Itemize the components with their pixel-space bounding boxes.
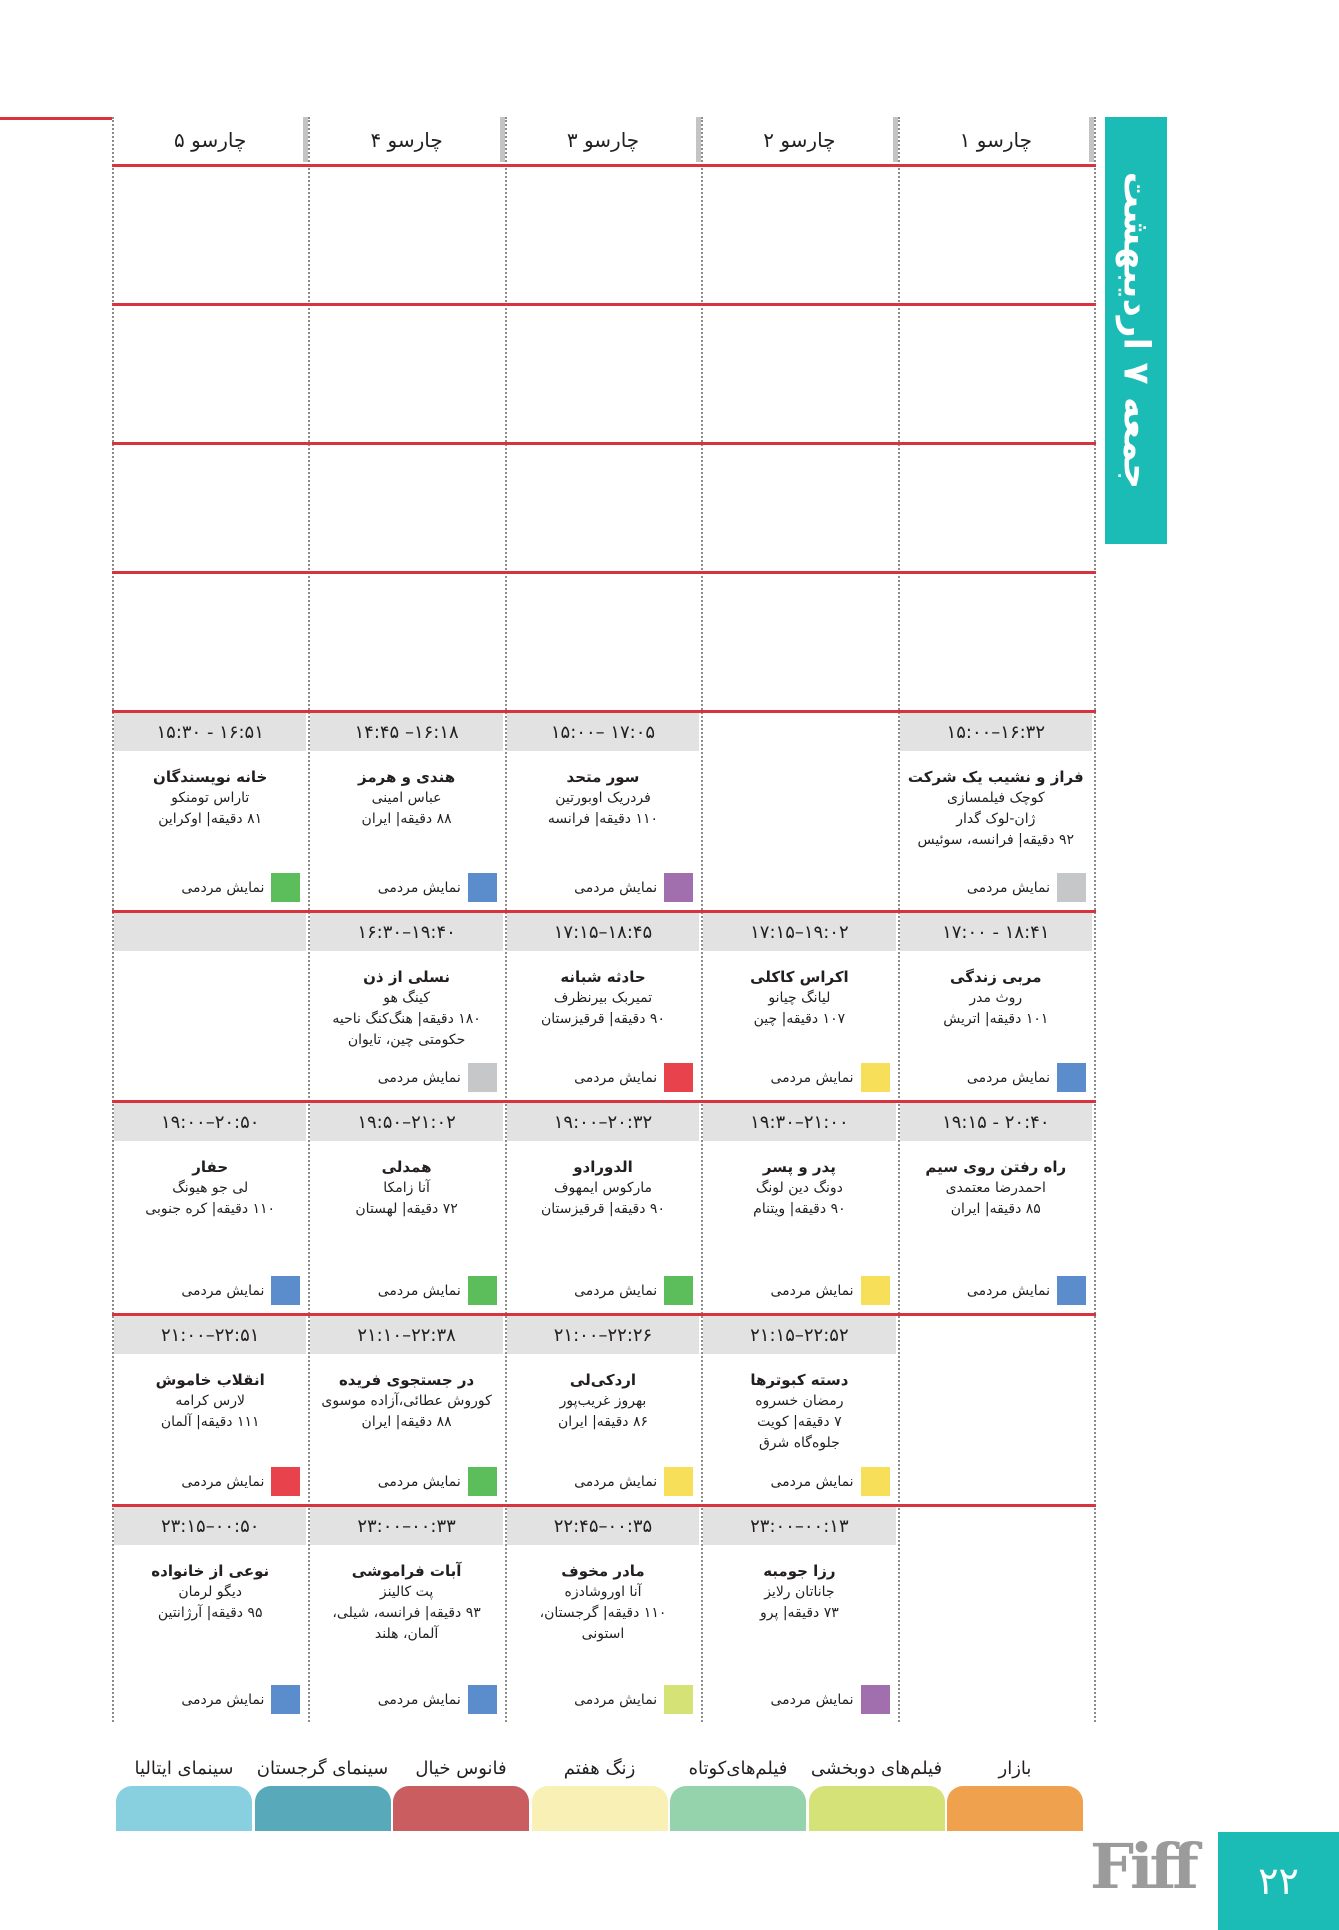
screening-info: [505, 967, 701, 1030]
film-detail: روث مدر: [969, 990, 1023, 1006]
film-title: راه رفتن روی سیم: [925, 1158, 1067, 1176]
film-detail: فردریک اوبورتین: [555, 790, 651, 806]
public-screening-tag: [967, 873, 1086, 902]
screening-cell: [112, 713, 308, 910]
public-screening-tag: [181, 873, 300, 902]
public-screening-tag: [378, 873, 497, 902]
screening-cell: [898, 913, 1094, 1100]
section-color-square: [861, 1063, 890, 1092]
film-title: مربی زندگی: [950, 968, 1042, 986]
screening-info: [308, 1370, 504, 1433]
screening-cell: [505, 1507, 701, 1722]
section-color-square: [1057, 1276, 1086, 1305]
screening-time: ۱۵:۰۰–۱۶:۳۲: [900, 713, 1092, 751]
film-detail: کوچک فیلمسازی: [946, 790, 1045, 806]
page-number: ۲۲: [1258, 1859, 1299, 1903]
screening-cell: [308, 1316, 504, 1504]
public-screening-tag: [378, 1063, 497, 1092]
film-detail: ۱۰۱ دقیقه| اتریش: [943, 1011, 1049, 1027]
section-color-square: [861, 1467, 890, 1496]
public-screening-tag: [574, 1276, 693, 1305]
screening-time: ۲۲:۴۵–۰۰:۳۵: [507, 1507, 699, 1545]
screening-cell: [505, 1316, 701, 1504]
screen-header: چارسو ۵: [174, 127, 247, 152]
legend-label: سینمای گرجستان: [256, 1758, 389, 1779]
screening-cell: [112, 1316, 308, 1504]
screening-time: ۲۱:۰۰–۲۲:۵۱: [114, 1316, 306, 1354]
public-screening-label: نمایش مردمی: [966, 1069, 1050, 1086]
film-detail: جاناتان رلایز: [764, 1584, 835, 1600]
public-screening-label: نمایش مردمی: [181, 1691, 265, 1708]
film-detail: ۱۱۰ دقیقه| فرانسه: [547, 811, 659, 827]
public-screening-label: نمایش مردمی: [377, 1282, 461, 1299]
film-detail: ۷ دقیقه| کویت: [757, 1414, 842, 1430]
film-detail: ۹۲ دقیقه| فرانسه، سوئیس: [917, 832, 1075, 848]
screening-cell: [308, 1507, 504, 1722]
public-screening-tag: [181, 1276, 300, 1305]
screening-time: ۱۷:۱۵–۱۹:۰۲: [703, 913, 895, 951]
film-title: اردکی‌لی: [569, 1371, 637, 1389]
screening-cell: [701, 1316, 897, 1504]
public-screening-label: نمایش مردمی: [377, 879, 461, 896]
screening-info: [898, 967, 1094, 1030]
screening-info: [308, 767, 504, 830]
screening-cell: [112, 1507, 308, 1722]
film-detail: ۱۱۰ دقیقه| گرجستان،: [539, 1605, 667, 1621]
legend-label: فانوس خیال: [415, 1758, 507, 1779]
screening-time: ۱۷:۱۵–۱۸:۴۵: [507, 913, 699, 951]
screening-info: [701, 967, 897, 1030]
public-screening-tag: [771, 1063, 890, 1092]
film-title: هندی و هرمز: [358, 768, 456, 786]
film-title: اکراس کاکلی: [750, 968, 849, 986]
section-color-square: [271, 1276, 300, 1305]
public-screening-label: نمایش مردمی: [574, 879, 658, 896]
screening-info: [308, 967, 504, 1051]
film-detail: ۱۸۰ دقیقه| هنگ‌کنگ ناحیه: [332, 1011, 481, 1027]
film-detail: کوروش عطائی،آزاده موسوی: [321, 1393, 492, 1409]
film-detail: ۹۵ دقیقه| آرژانتین: [157, 1605, 263, 1621]
screening-time: ۱۹:۰۰–۲۰:۳۲: [507, 1103, 699, 1141]
screen-header: چارسو ۲: [763, 127, 836, 152]
screening-time: ۲۳:۰۰–۰۰:۱۳: [703, 1507, 895, 1545]
legend-label: زنگ هفتم: [563, 1758, 636, 1779]
film-detail: دونگ دین لونگ: [755, 1180, 843, 1196]
screening-cell: [898, 1103, 1094, 1313]
legend-swatch: [532, 1786, 668, 1831]
film-title: خانه نویسندگان: [153, 768, 268, 786]
screening-info: [898, 1157, 1094, 1220]
section-color-square: [664, 873, 693, 902]
film-detail: آنا اوروشادزه: [564, 1584, 642, 1600]
legend-swatch: [116, 1786, 252, 1831]
film-detail: مارکوس ایمهوف: [553, 1180, 653, 1196]
public-screening-label: نمایش مردمی: [574, 1473, 658, 1490]
legend-label: فیلم‌های دوبخشی: [810, 1758, 943, 1779]
screening-info: [112, 1561, 308, 1624]
film-title: مادر مخوف: [561, 1562, 645, 1580]
column-divider: [1094, 117, 1096, 1722]
section-color-square: [861, 1685, 890, 1714]
screen-header: چارسو ۳: [566, 127, 640, 152]
screening-info: [112, 1370, 308, 1433]
screening-time: ۱۹:۵۰–۲۱:۰۲: [310, 1103, 502, 1141]
legend-label: سینمای ایتالیا: [134, 1758, 234, 1779]
film-detail: کینگ هو: [383, 990, 430, 1006]
film-detail: استونی: [581, 1626, 625, 1642]
row-rule: [112, 442, 1096, 445]
public-screening-tag: [181, 1685, 300, 1714]
screening-time: ۱۹:۱۵ - ۲۰:۴۰: [900, 1103, 1092, 1141]
screening-time: ۲۳:۰۰–۰۰:۳۳: [310, 1507, 502, 1545]
public-screening-tag: [771, 1276, 890, 1305]
section-color-square: [664, 1685, 693, 1714]
row-rule: [112, 303, 1096, 306]
film-title: دسته کبوترها: [750, 1371, 849, 1389]
screening-time: ۲۱:۰۰–۲۲:۲۶: [507, 1316, 699, 1354]
public-screening-label: نمایش مردمی: [181, 1473, 265, 1490]
screening-info: [308, 1157, 504, 1220]
film-detail: ۱۱۰ دقیقه| کره جنوبی: [145, 1201, 276, 1217]
screening-time: ۲۱:۱۰–۲۲:۳۸: [310, 1316, 502, 1354]
screening-info: [505, 1370, 701, 1433]
screening-time: ۱۶:۳۰–۱۹:۴۰: [310, 913, 502, 951]
film-detail: ۸۱ دقیقه| اوکراین: [158, 811, 263, 827]
screening-time: ۱۹:۰۰–۲۰:۵۰: [114, 1103, 306, 1141]
screening-cell: [701, 913, 897, 1100]
public-screening-tag: [967, 1276, 1086, 1305]
public-screening-label: نمایش مردمی: [770, 1473, 854, 1490]
film-detail: لی جو هیونگ: [172, 1180, 249, 1196]
public-screening-tag: [967, 1063, 1086, 1092]
film-title: نوعی از خانواده: [151, 1562, 270, 1580]
section-color-square: [861, 1276, 890, 1305]
public-screening-label: نمایش مردمی: [574, 1282, 658, 1299]
public-screening-label: نمایش مردمی: [574, 1691, 658, 1708]
screening-info: [701, 1370, 897, 1454]
day-tab: [1105, 117, 1167, 544]
public-screening-tag: [574, 1685, 693, 1714]
page-number-box: [1218, 1832, 1339, 1930]
section-color-square: [468, 873, 497, 902]
screening-info: [898, 767, 1094, 851]
schedule-grid: [112, 117, 1094, 1722]
screening-time: ۱۴:۴۵ –۱۶:۱۸: [310, 713, 502, 751]
film-title: حفار: [192, 1158, 229, 1176]
film-title: آبات فراموشی: [351, 1562, 462, 1580]
screening-time: ۱۷:۰۰ - ۱۸:۴۱: [900, 913, 1092, 951]
film-title: در جستجوی فریده: [338, 1371, 475, 1389]
film-detail: ۹۰ دقیقه| قرقیزستان: [541, 1011, 665, 1027]
film-title: سور متحد: [566, 768, 640, 786]
section-color-square: [664, 1063, 693, 1092]
screening-info: [701, 1157, 897, 1220]
screen-header: چارسو ۱: [959, 127, 1032, 152]
film-detail: ۹۳ دقیقه| فرانسه، شیلی،: [332, 1605, 481, 1621]
public-screening-label: نمایش مردمی: [377, 1069, 461, 1086]
screening-info: [112, 1157, 308, 1220]
film-title: حادثه شبانه: [560, 968, 646, 986]
day-title: جمعه ۷ اردیبهشت: [1115, 171, 1157, 490]
section-color-square: [664, 1276, 693, 1305]
legend-swatch: [809, 1786, 945, 1831]
film-detail: تاراس تومنکو: [171, 790, 250, 806]
public-screening-tag: [771, 1467, 890, 1496]
film-detail: لیانگ چیانو: [768, 990, 831, 1006]
screening-cell: [308, 913, 504, 1100]
public-screening-label: نمایش مردمی: [770, 1282, 854, 1299]
section-color-square: [468, 1467, 497, 1496]
section-color-square: [1057, 1063, 1086, 1092]
legend-swatch: [255, 1786, 391, 1831]
screening-cell: [112, 1103, 308, 1313]
public-screening-label: نمایش مردمی: [574, 1069, 658, 1086]
public-screening-label: نمایش مردمی: [377, 1473, 461, 1490]
film-detail: لارس کرامه: [175, 1393, 245, 1409]
film-detail: ۱۰۷ دقیقه| چین: [753, 1011, 846, 1027]
legend-swatch: [670, 1786, 806, 1831]
empty-time-bar: [114, 913, 306, 951]
public-screening-tag: [378, 1467, 497, 1496]
section-color-square: [271, 873, 300, 902]
film-detail: تمیربک بیرنظرف: [553, 990, 653, 1006]
film-detail: احمدرضا معتمدی: [945, 1180, 1046, 1196]
screening-time: ۱۵:۳۰ - ۱۶:۵۱: [114, 713, 306, 751]
section-color-square: [468, 1276, 497, 1305]
screening-cell: [505, 913, 701, 1100]
screening-info: [701, 1561, 897, 1624]
public-screening-tag: [771, 1685, 890, 1714]
film-title: الدورادو: [573, 1158, 633, 1176]
legend-label: بازار: [998, 1758, 1032, 1779]
screen-header: چارسو ۴: [370, 127, 443, 152]
film-title: انقلاب خاموش: [155, 1371, 265, 1389]
empty-time-band: [112, 913, 308, 951]
public-screening-label: نمایش مردمی: [966, 1282, 1050, 1299]
film-detail: آلمان، هلند: [374, 1626, 439, 1642]
public-screening-label: نمایش مردمی: [377, 1691, 461, 1708]
legend-swatch: [947, 1786, 1083, 1831]
top-rule: [0, 117, 112, 120]
film-detail: ۹۰ دقیقه| ویتنام: [753, 1201, 846, 1217]
public-screening-label: نمایش مردمی: [181, 879, 265, 896]
section-color-square: [271, 1467, 300, 1496]
section-color-square: [468, 1685, 497, 1714]
screening-time: ۱۹:۳۰–۲۱:۰۰: [703, 1103, 895, 1141]
public-screening-label: نمایش مردمی: [181, 1282, 265, 1299]
public-screening-label: نمایش مردمی: [966, 879, 1050, 896]
film-detail: دیگو لرمان: [178, 1584, 242, 1600]
public-screening-tag: [574, 873, 693, 902]
legend-label: فیلم‌های‌کوتاه: [688, 1758, 788, 1779]
film-detail: حکومتی چین، تایوان: [347, 1032, 466, 1048]
film-detail: ۸۵ دقیقه| ایران: [950, 1201, 1041, 1217]
screening-info: [308, 1561, 504, 1645]
section-color-square: [271, 1685, 300, 1714]
film-title: فراز و نشیب یک شرکت: [907, 768, 1084, 786]
public-screening-tag: [574, 1063, 693, 1092]
public-screening-tag: [378, 1685, 497, 1714]
film-detail: ۹۰ دقیقه| قرقیزستان: [541, 1201, 665, 1217]
film-detail: رمضان خسروه: [755, 1393, 844, 1409]
screening-cell: [701, 1103, 897, 1313]
public-screening-label: نمایش مردمی: [770, 1691, 854, 1708]
screening-cell: [308, 1103, 504, 1313]
section-color-square: [468, 1063, 497, 1092]
public-screening-tag: [574, 1467, 693, 1496]
film-detail: ۱۱۱ دقیقه| آلمان: [160, 1414, 260, 1430]
film-detail: آنا زامکا: [383, 1180, 430, 1196]
film-detail: ۸۸ دقیقه| ایران: [361, 1414, 452, 1430]
film-detail: عباس امینی: [371, 790, 442, 806]
screening-cell: [898, 713, 1094, 910]
public-screening-tag: [181, 1467, 300, 1496]
screening-cell: [308, 713, 504, 910]
public-screening-tag: [378, 1276, 497, 1305]
row-rule: [112, 164, 1096, 167]
film-detail: پت کالینز: [379, 1584, 434, 1600]
screening-time: ۲۳:۱۵–۰۰:۵۰: [114, 1507, 306, 1545]
public-screening-label: نمایش مردمی: [770, 1069, 854, 1086]
section-color-square: [664, 1467, 693, 1496]
film-detail: ۷۳ دقیقه| پرو: [759, 1605, 839, 1621]
screening-info: [505, 1157, 701, 1220]
film-title: پدر و پسر: [762, 1158, 836, 1176]
film-detail: ۸۸ دقیقه| ایران: [361, 811, 452, 827]
row-rule: [112, 571, 1096, 574]
screening-info: [505, 1561, 701, 1645]
film-detail: ژان-لوک گدار: [956, 811, 1036, 827]
screening-info: [112, 767, 308, 830]
film-title: نسلی از ذن: [363, 968, 451, 986]
film-detail: ۷۲ دقیقه| لهستان: [355, 1201, 458, 1217]
screening-cell: [505, 1103, 701, 1313]
screening-cell: [505, 713, 701, 910]
film-detail: ۸۶ دقیقه| ایران: [557, 1414, 649, 1430]
section-color-square: [1057, 873, 1086, 902]
film-detail: بهروز غریب‌پور: [559, 1393, 647, 1409]
film-title: رزا جومبه: [763, 1562, 836, 1580]
festival-logo: Fiff: [1090, 1830, 1195, 1903]
screening-cell: [701, 1507, 897, 1722]
film-detail: جلوه‌گاه شرق: [758, 1435, 840, 1451]
film-title: همدلی: [381, 1158, 432, 1176]
legend-swatch: [393, 1786, 529, 1831]
screening-time: ۲۱:۱۵–۲۲:۵۲: [703, 1316, 895, 1354]
screening-time: ۱۵:۰۰– ۱۷:۰۵: [507, 713, 699, 751]
screening-info: [505, 767, 701, 830]
